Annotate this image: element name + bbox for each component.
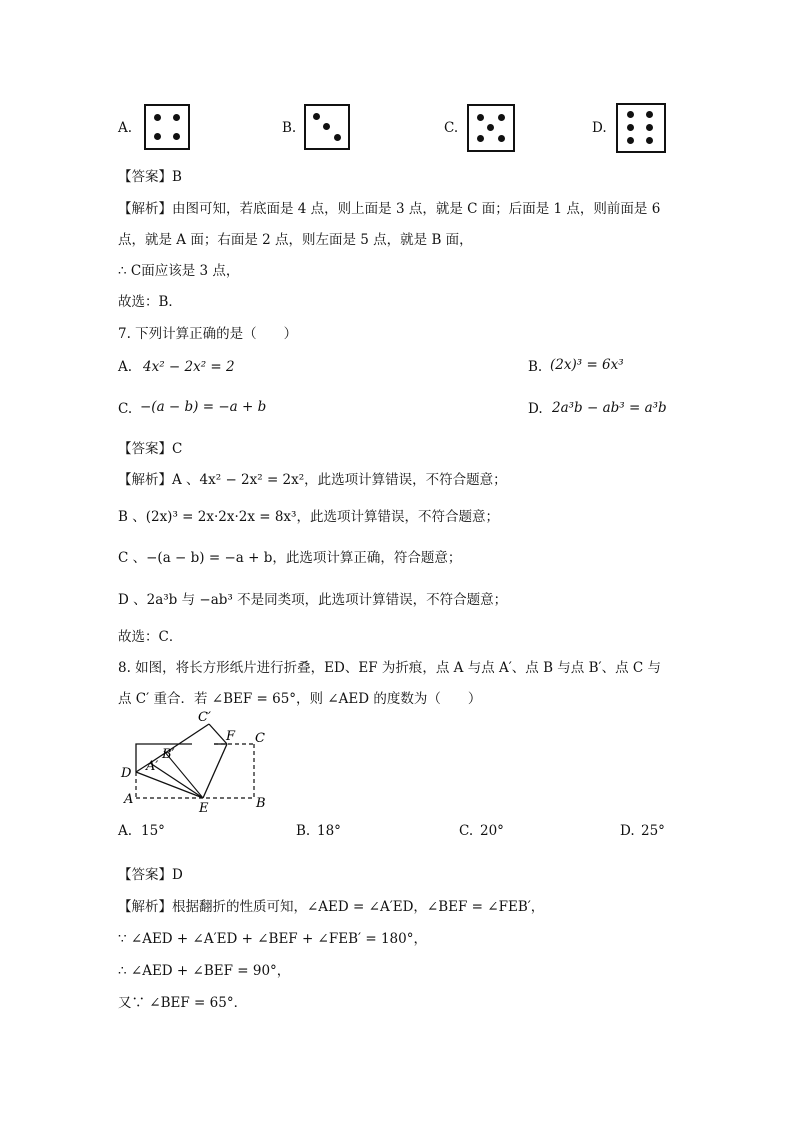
q7-option-b: (2x)³ = 6x³: [550, 357, 624, 373]
q6-option-b-label: B.: [282, 120, 297, 136]
die-three-pips: [304, 104, 350, 150]
q8-option-d-label: D.: [620, 823, 635, 839]
q8-analysis-line1: 【解析】根据翻折的性质可知，∠AED = ∠A′ED，∠BEF = ∠FEB′，: [118, 899, 545, 915]
q7-option-d-label: D.: [528, 401, 543, 417]
q7-title: 7. 下列计算正确的是（ ）: [118, 326, 298, 342]
fig-label-c-prime: C′: [198, 710, 211, 725]
q8-title-line1: 8. 如图，将长方形纸片进行折叠，ED、EF 为折痕，点 A 与点 A′、点 B 与点 B′、点 C 与: [118, 660, 661, 676]
q7-analysis-b: B 、(2x)³ = 2x·2x·2x = 8x³，此选项计算错误，不符合题意；: [118, 509, 499, 525]
q8-answer: 【答案】D: [118, 867, 183, 883]
q6-option-a-label: A.: [118, 120, 133, 136]
fig-label-c: C: [255, 731, 265, 746]
fig-label-b: B: [256, 796, 266, 811]
fig-label-d: D: [121, 766, 132, 781]
q6-analysis-line3: ∴ C面应该是 3 点，: [118, 263, 240, 279]
q8-analysis-line2: ∵ ∠AED + ∠A′ED + ∠BEF + ∠FEB′ = 180°，: [118, 931, 427, 947]
q7-choose: 故选：C．: [118, 629, 183, 645]
fig-label-e: E: [199, 801, 209, 816]
die-four-pips: [144, 104, 190, 150]
q8-option-d-value: 25°: [641, 823, 665, 839]
q6-option-d-label: D.: [592, 120, 607, 136]
q7-option-a-label: A.: [118, 359, 133, 375]
q8-option-b-value: 18°: [317, 823, 341, 839]
q8-analysis-line3: ∴ ∠AED + ∠BEF = 90°，: [118, 963, 291, 979]
q8-option-c-label: C.: [459, 823, 474, 839]
q7-analysis-d: D 、2a³b 与 −ab³ 不是同类项，此选项计算错误，不符合题意；: [118, 592, 508, 608]
q6-choose: 故选：B．: [118, 294, 182, 310]
die-six-pips: [616, 103, 666, 153]
q8-option-a-label: A.: [118, 823, 133, 839]
q8-title-line2: 点 C′ 重合．若 ∠BEF = 65°，则 ∠AED 的度数为（ ）: [118, 691, 482, 707]
q8-option-a-value: 15°: [141, 823, 165, 839]
q8-analysis-line4: 又∵ ∠BEF = 65°．: [118, 995, 248, 1011]
q6-analysis-line1: 【解析】由图可知，若底面是 4 点，则上面是 3 点，就是 C 面；后面是 1 点，则前面是 6: [118, 201, 661, 217]
q7-option-a: 4x² − 2x² = 2: [143, 359, 235, 375]
q7-option-c-label: C.: [118, 401, 133, 417]
fig-label-a: A: [124, 792, 134, 807]
q7-answer: 【答案】C: [118, 441, 183, 457]
fig-label-f: F: [226, 729, 236, 744]
q7-option-b-label: B.: [528, 359, 543, 375]
die-five-pips: [467, 104, 515, 152]
q7-analysis-a: 【解析】A 、4x² − 2x² = 2x²，此选项计算错误，不符合题意；: [118, 472, 507, 488]
q7-analysis-c: C 、−(a − b) = −a + b，此选项计算正确，符合题意；: [118, 550, 462, 566]
q7-option-d: 2a³b − ab³ = a³b: [552, 400, 667, 416]
q7-option-c: −(a − b) = −a + b: [140, 399, 267, 415]
q6-analysis-line2: 点，就是 A 面；右面是 2 点，则左面是 5 点，就是 B 面，: [118, 232, 473, 248]
q6-answer: 【答案】B: [118, 169, 182, 185]
q8-option-b-label: B.: [296, 823, 311, 839]
q8-option-c-value: 20°: [480, 823, 504, 839]
folding-figure: [116, 706, 286, 818]
q6-option-c-label: C.: [444, 120, 459, 136]
fig-label-b-prime: B′: [162, 747, 175, 762]
fig-label-a-prime: A′: [146, 759, 159, 774]
